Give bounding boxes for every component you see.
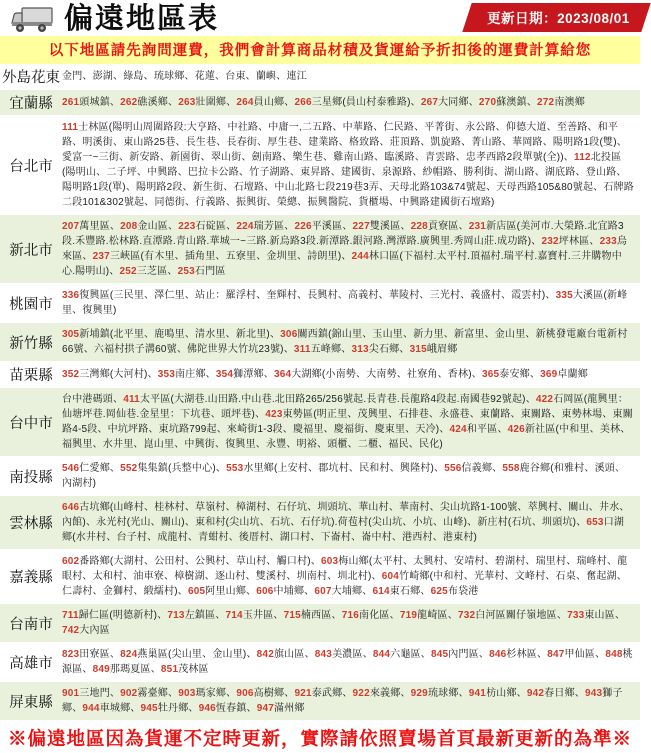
area-number: 824	[120, 649, 138, 660]
area-number: 261	[62, 97, 80, 108]
area-number: 942	[526, 688, 545, 699]
area-name: 南澳鄉	[554, 97, 585, 108]
area-name: 番路鄉(大湖村、公田村、公興村、草山村、觸口村)	[79, 556, 311, 567]
area-number: 364	[273, 369, 292, 380]
region-areas: 台中港碼頭、411太平區(大湖巷.山田路.中山巷.北田路265/256號起.長青巷.長龍路4段起.南國巷92號起)、422石岡區(龍興里：仙塘坪巷.岡仙巷.金星里：下坑巷、頭坪巷)、423東勢區(明正里、茂興里、石排巷、永盛巷、東蘭路、東關路、東勢林場、東關路4-5段、中坑坪路、東坑路799起、來崎街1-3段、慶福里、慶福街、慶東里、天冷)、424和平區、426新社區(中和里、美林、福興里、水井里、崑山里、中興街、復興里、永豐、明裕、頭櫃、二櫃、福民、民化)	[62, 394, 633, 450]
region-label: 雲林縣	[9, 516, 53, 532]
area-number: 306	[280, 329, 298, 340]
area-name: 楠西區	[300, 610, 332, 621]
area-number: 365	[481, 369, 500, 380]
region-areas: 261頭城鎮、262礁溪鄉、263壯圍鄉、264員山鄉、266三星鄉(員山村泰雅路)、267大同鄉、270蘇澳鎮、272南澳鄉	[62, 97, 585, 108]
area-name: 琉球鄉	[153, 71, 185, 82]
table-row	[0, 643, 640, 682]
area-name: 瑪家鄉	[195, 688, 227, 699]
region-areas: 546仁愛鄉、552集集鎮(兵整中心)、553水里鄉(上安村、郡坑村、民和村、興隆村)、556信義鄉、558鹿谷鄉(和雅村、溪頭、內湖村)	[62, 463, 626, 489]
region-label: 台中市	[9, 415, 53, 432]
area-name: 泰安鄉	[499, 369, 530, 380]
region-areas: 111士林區(陽明山周圍路段:大亨路、中社路、中庸一,二五路、中華路、仁民路、平菁街、永公路、仰德大道、至善路、和平路、明溪街、東山路25巷、長生巷、長春街、厚生巷、建業路、格致路、莊頂路、凱旋路、菁山路、華岡路、陽明路1段(雙)、愛富一~三街、新安路、新園街、翠山街、劍南路、樂生巷、雞南山路、臨溪路、青雲路、忠孝西路2段單號(全))、112北投區(陽明山、二子坪、中興路、巴拉卡公路、竹子湖路、東昇路、建國街、泉源路、紗帽路、勝利街、湖山路、湖底路、登山路、陽明路1段(單)、陽明路2段、新生街、石壇路、中山北路七段219巷3弄、天母北路103&74號起、天母西路105&80號起、石牌路二段101&302號起、同德街、行義路、振興街、榮總、振興醫院、貨櫃場、中興路建國街石壇路)	[62, 122, 634, 208]
area-name: 石門區	[194, 266, 226, 277]
table-row	[0, 362, 640, 388]
area-name: 蘇澳鎮	[496, 97, 527, 108]
area-number: 272	[537, 97, 555, 108]
area-name: 阿里山鄉	[205, 586, 247, 597]
area-number: 226	[294, 221, 312, 232]
area-number: 848	[605, 649, 623, 660]
area-number: 315	[409, 344, 427, 355]
area-name: 尖石鄉	[368, 344, 400, 355]
region-areas: 207萬里區、208金山區、223石碇區、224瑞芳區、226平溪區、227雙溪區、228貢寮區、231新店區(美河市.大榮路.北宜路3段.禾豐路.松林路.直潭路.青山路.華城一~三路.新烏路3段.新潭路.銀河路.灣潭路.廣興里.秀岡山莊.成功路)、232坪林區、233烏來區、237三峽區(有木里、插角里、五寮里、金圳里、詩朗里)、244林口區(下福村.太平村.頂福村.瑞平村.嘉寶村.三井購物中心.陽明山)、252三芝區、253石門區	[62, 221, 628, 277]
area-name: 大埔鄉	[331, 586, 363, 597]
region-areas: 823田寮區、824燕巢區(尖山里、金山里)、842旗山區、843美濃區、844六龜區、845內門區、846杉林區、847甲仙區、848桃源區、849那瑪夏區、851茂林區	[62, 649, 633, 675]
area-name: 大湖鄉(小南勢、大南勢、社寮角、香林)	[291, 369, 472, 380]
area-number: 253	[177, 266, 195, 277]
table-row	[0, 64, 640, 90]
area-number: 713	[167, 610, 185, 621]
area-number: 941	[468, 688, 487, 699]
update-date-badge	[463, 3, 651, 32]
area-name: 那瑪夏區	[109, 664, 151, 675]
area-number: 946	[198, 703, 216, 714]
area-number: 111	[62, 122, 79, 133]
area-number: 742	[62, 625, 80, 636]
area-name: 鹿谷鄉(和雅村、溪頭、內湖村)	[62, 463, 626, 489]
table-row	[0, 284, 640, 323]
area-name: 滿州鄉	[274, 703, 305, 714]
area-name: 永光村(光山、關山)	[96, 517, 185, 528]
area-name: 霧臺鄉	[137, 688, 169, 699]
area-name: 桃源區	[62, 649, 633, 675]
area-name: 蘭嶼	[255, 71, 277, 82]
area-number: 922	[352, 688, 370, 699]
area-number: 715	[283, 610, 301, 621]
area-number: 849	[92, 664, 110, 675]
area-number: 208	[120, 221, 138, 232]
area-number: 264	[236, 97, 254, 108]
area-number: 847	[547, 649, 565, 660]
area-name: 綠島	[123, 71, 144, 82]
table-row	[0, 116, 640, 215]
area-number: 335	[555, 290, 573, 301]
region-label: 台南市	[9, 616, 53, 633]
area-number: 851	[160, 664, 179, 675]
area-name: 頭城鎮	[79, 97, 110, 108]
region-label: 桃園市	[9, 296, 53, 313]
area-number: 921	[294, 688, 312, 699]
area-number: 423	[265, 409, 283, 420]
area-number: 266	[294, 97, 312, 108]
area-name: 石岡區(龍興里：仙塘坪巷.岡仙巷.金星里：下坑巷、頭坪巷)	[62, 394, 629, 420]
area-number: 336	[62, 290, 80, 301]
area-name: 太平區(大湖巷.山田路.中山巷.北田路265/256號起.長青巷.長龍路4段起.南國巷92號起)	[139, 394, 526, 405]
region-label: 苗栗縣	[9, 368, 53, 384]
region-label: 屏東縣	[9, 694, 53, 711]
area-number: 237	[92, 251, 110, 262]
area-name: 東勢區(明正里、茂興里、石排巷、永盛巷、東蘭路、東關路、東勢林場、東關路4-5段、中坑坪路、東坑路799起、來崎街1-3段、慶福里、慶福街、慶東里、天冷)	[62, 409, 633, 435]
area-name: 新店區(美河市.大榮路.北宜路3段.禾豐路.松林路.直潭路.青山路.華城一~三路.新烏路3段.新潭路.銀河路.灣潭路.廣興里.秀岡山莊.成功路)	[62, 221, 624, 247]
footer	[0, 721, 640, 753]
area-number: 711	[62, 610, 79, 621]
area-number: 943	[584, 688, 603, 699]
area-number: 846	[489, 649, 507, 660]
area-name: 金門	[62, 71, 83, 82]
area-name: 南庄鄉	[175, 369, 206, 380]
area-name: 仁愛鄉	[79, 463, 110, 474]
region-table	[0, 64, 640, 721]
area-number: 558	[502, 463, 520, 474]
area-name: 大內區	[79, 625, 110, 636]
area-number: 733	[567, 610, 585, 621]
table-row	[0, 388, 640, 457]
area-name: 信義鄉	[461, 463, 493, 474]
shipping-notice-text: 以下地區請先詢問運費，我們會計算商品材積及貨運給予折扣後的運費計算給您	[48, 43, 592, 59]
table-row	[0, 90, 640, 116]
region-label: 新竹縣	[9, 335, 53, 352]
area-name: 春日鄉	[544, 688, 575, 699]
area-name: 新社區(中和里、美林、福興里、水井里、崑山里、中興街、復興里、永豐、明裕、頭櫃、二櫃、福民、民化)	[62, 424, 631, 450]
area-name: 雙溪區	[369, 221, 401, 232]
region-areas: 305新埔鎮(北平里、鹿鳴里、清水里、新北里)、306關西鎮(錦山里、玉山里、新力里、新富里、金山里、新桃發電廠台電新村66號、六福村拱子溝60號、佛陀世界大竹坑23號)、311五峰鄉、313尖石鄉、315峨眉鄉	[62, 329, 628, 355]
area-number: 224	[236, 221, 254, 232]
area-number: 353	[157, 369, 176, 380]
area-number: 614	[372, 586, 390, 597]
region-areas: 金門、澎湖、綠島、琉球鄉、花蓮、台東、蘭嶼、連江	[62, 71, 307, 82]
area-name: 大同鄉	[438, 97, 469, 108]
area-name: 三峽區(有木里、插角里、五寮里、金圳里、詩朗里)	[109, 251, 342, 262]
area-number: 354	[215, 369, 234, 380]
area-number: 232	[541, 236, 559, 247]
table-row	[0, 457, 640, 496]
area-name: 內門區	[448, 649, 479, 660]
area-number: 603	[320, 556, 339, 567]
area-name: 台東	[225, 71, 246, 82]
area-name: 歸仁區(明德新村)	[78, 610, 158, 621]
area-number: 262	[120, 97, 138, 108]
region-areas: 336復興區(三民里、澤仁里、站止：羅浮村、奎輝村、長興村、高義村、華陵村、三光村、義盛村、霞雲村)、335大溪區(新峰里、復興里)	[62, 290, 628, 316]
region-areas: 602番路鄉(大湖村、公田村、公興村、草山村、觸口村)、603梅山鄉(太平村、太興村、安靖村、碧湖村、瑞里村、瑞峰村、龍眼村、太和村、油車寮、樟樹湖、逐山村、雙溪村、圳南村、圳北村)、604竹崎鄉(中和村、光華村、文峰村、石桌、奮起湖、仁壽村、金獅村、緞繻村)、605阿里山鄉、606中埔鄉、607大埔鄉、614東石鄉、625布袋港	[62, 556, 628, 597]
region-label: 台北市	[9, 158, 53, 175]
region-areas: 352三灣鄉(大河村)、353南庄鄉、354獅潭鄉、364大湖鄉(小南勢、大南勢、社寮角、香林)、365泰安鄉、369卓蘭鄉	[62, 369, 588, 380]
area-name: 杉林區	[506, 649, 538, 660]
area-name: 澎湖	[92, 71, 114, 82]
area-name: 新庄村(石坑、圳頭坑)	[477, 517, 577, 528]
area-name: 三地門	[79, 688, 110, 699]
area-name: 關西鎮(錦山里、玉山里、新力里、新富里、金山里、新桃發電廠台電新村66號、六福村拱子溝60號、佛陀世界大竹坑23號)	[62, 329, 628, 355]
area-number: 233	[599, 236, 617, 247]
table-row	[0, 496, 640, 550]
area-name: 燕巢區(尖山里、金山里)	[137, 649, 247, 660]
table-row	[0, 682, 640, 721]
area-name: 萬里區	[79, 221, 110, 232]
area-number: 823	[62, 649, 80, 660]
area-number: 552	[120, 463, 138, 474]
area-name: 旗山區	[273, 649, 305, 660]
area-number: 944	[82, 703, 100, 714]
area-name: 甲仙區	[564, 649, 596, 660]
area-name: 恆春鎮	[215, 703, 247, 714]
area-number: 227	[352, 221, 370, 232]
area-name: 壯圍鄉	[195, 97, 227, 108]
area-number: 267	[420, 97, 439, 108]
area-name: 和平區	[466, 424, 498, 435]
area-name: 東山區	[584, 610, 615, 621]
area-name: 礁溪鄉	[137, 97, 169, 108]
area-number: 605	[187, 586, 206, 597]
area-name: 北投區(陽明山、二子坪、中興路、巴拉卡公路、竹子湖路、東昇路、建國街、泉源路、紗帽路、勝利街、湖山路、湖底路、登山路、陽明路1段(單)、陽明路2段、新生街、石壇路、中山北路七段219巷3弄、天母北路103&74號起、天母西路105&80號起、石牌路二段101&302號起、同德街、行義路、振興街、榮總、振興醫院、貨櫃場、中興路建國街石壇路)	[62, 152, 634, 208]
area-name: 三灣鄉(大河村)	[79, 369, 148, 380]
region-label: 高雄市	[9, 655, 53, 672]
area-number: 732	[457, 610, 476, 621]
shipping-notice-banner	[0, 36, 640, 64]
area-number: 352	[62, 369, 80, 380]
area-name: 花蓮	[194, 71, 216, 82]
area-name: 口湖鄉(水井村、台子村、成龍村、青蚶村、後厝村、湖口村、下崙村、崙中村、港西村、港東村)	[62, 517, 625, 543]
region-areas: 711歸仁區(明德新村)、713左鎮區、714玉井區、715楠西區、716南化區、719龍崎區、732白河區關仔嶺地區、733東山區、742大內區	[62, 610, 626, 636]
area-number: 902	[120, 688, 138, 699]
region-label: 南投縣	[9, 469, 53, 486]
area-name: 牡丹鄉	[157, 703, 189, 714]
area-name: 來義鄉	[369, 688, 401, 699]
area-number: 653	[586, 517, 604, 528]
area-name: 金山區	[137, 221, 169, 232]
area-number: 606	[256, 586, 274, 597]
area-number: 607	[314, 586, 332, 597]
table-row	[0, 215, 640, 284]
area-name: 坪林區	[558, 236, 590, 247]
area-number: 716	[341, 610, 360, 621]
area-number: 556	[444, 463, 462, 474]
table-row	[0, 604, 640, 643]
area-number: 112	[574, 152, 591, 163]
area-number: 311	[293, 344, 311, 355]
area-name: 大溪區(新峰里、復興里)	[62, 290, 628, 316]
area-name: 瑞芳區	[253, 221, 285, 232]
area-name: 獅子鄉	[62, 688, 623, 714]
area-name: 平溪區	[311, 221, 343, 232]
area-number: 422	[535, 394, 554, 405]
area-name: 石碇區	[195, 221, 227, 232]
area-name: 士林區(陽明山周圍路段:大亨路、中社路、中庸一,二五路、中華路、仁民路、平菁街、永公路、仰德大道、至善路、和平路、明溪街、東山路25巷、長生巷、長春街、厚生巷、建業路、格致路、莊頂路、凱旋路、菁山路、華岡路、陽明路1段(雙)、愛富一~三街、新安路、新園街、翠山街、劍南路、樂生巷、雞南山路、臨溪路、青雲路、忠孝西路2段單號(全))	[62, 122, 627, 163]
area-name: 復興區(三民里、澤仁里、站止：羅浮村、奎輝村、長興村、高義村、華陵村、三光村、義盛村、霞雲村)	[79, 290, 546, 301]
region-label: 宜蘭縣	[9, 96, 53, 112]
area-name: 左鎮區	[184, 610, 216, 621]
area-number: 553	[226, 463, 244, 474]
area-name: 泰武鄉	[311, 688, 343, 699]
area-number: 313	[351, 344, 369, 355]
area-number: 901	[62, 688, 80, 699]
area-name: 員山鄉	[253, 97, 285, 108]
area-number: 244	[351, 251, 369, 262]
area-number: 252	[119, 266, 137, 277]
area-name: 台中港碼頭	[62, 394, 113, 405]
area-number: 263	[178, 97, 196, 108]
area-name: 水里鄉(上安村、郡坑村、民和村、興隆村)	[243, 463, 435, 474]
area-number: 369	[540, 369, 558, 380]
area-name: 連江	[286, 71, 307, 82]
area-number: 231	[468, 221, 487, 232]
area-number: 714	[225, 610, 243, 621]
area-name: 六龜區	[390, 649, 421, 660]
area-number: 903	[178, 688, 196, 699]
area-name: 南化區	[359, 610, 390, 621]
area-name: 田寮區	[79, 649, 110, 660]
area-number: 719	[399, 610, 418, 621]
region-label: 新北市	[9, 242, 53, 259]
area-name: 貢寮區	[427, 221, 459, 232]
region-areas: 901三地門、902霧臺鄉、903瑪家鄉、906高樹鄉、921泰武鄉、922來義鄉、929琉球鄉、941枋山鄉、942春日鄉、943獅子鄉、944車城鄉、945牡丹鄉、946恆春鎮、947滿州鄉	[62, 688, 623, 714]
area-number: 426	[507, 424, 525, 435]
area-name: 五峰鄉	[310, 344, 342, 355]
area-number: 945	[140, 703, 158, 714]
area-name: 峨眉鄉	[426, 344, 458, 355]
area-number: 207	[62, 221, 80, 232]
area-number: 646	[62, 502, 80, 513]
area-number: 929	[410, 688, 428, 699]
area-name: 集集鎮(兵整中心)	[137, 463, 216, 474]
region-areas: 646古坑鄉(山峰村、桂林村、草嶺村、樟湖村、石仔坑、圳頭坑、華山村、華南村、尖山坑路1-100號、萃興村、關山、井水、內館)、永光村(光山、關山)、東和村(尖山坑、石坑、石仔坑).荷苞村(尖山坑、小坑、山峰)、新庄村(石坑、圳頭坑)、653口湖鄉(水井村、台子村、成龍村、青蚶村、後厝村、湖口村、下崙村、崙中村、港西村、港東村)	[62, 502, 630, 543]
area-name: 玉井區	[242, 610, 274, 621]
area-number: 845	[431, 649, 449, 660]
footer-note: ※偏遠地區因為貨運不定時更新，實際請依照賣場首頁最新更新的為準※	[7, 728, 632, 749]
table-row	[0, 323, 640, 362]
area-number: 843	[314, 649, 333, 660]
area-name: 新埔鎮(北平里、鹿鳴里、清水里、新北里)	[79, 329, 270, 340]
area-name: 美濃區	[332, 649, 363, 660]
area-number: 844	[372, 649, 391, 660]
area-number: 228	[410, 221, 428, 232]
area-number: 223	[178, 221, 196, 232]
region-label: 外島花東	[2, 70, 60, 86]
area-number: 305	[62, 329, 80, 340]
area-name: 東石鄉	[389, 586, 421, 597]
area-name: 琉球鄉	[427, 688, 459, 699]
area-name: 布袋港	[447, 586, 479, 597]
area-name: 竹崎鄉(中和村、光華村、文峰村、石桌、奮起湖、仁壽村、金獅村、緞繻村)	[62, 571, 627, 597]
area-name: 三芝區	[136, 266, 168, 277]
area-number: 842	[256, 649, 274, 660]
region-label: 嘉義縣	[9, 570, 53, 586]
area-number: 906	[236, 688, 254, 699]
area-name: 林口區(下福村.太平村.頂福村.瑞平村.嘉寶村.三井購物中心.陽明山)	[62, 251, 622, 277]
area-name: 三星鄉(員山村泰雅路)	[311, 97, 411, 108]
area-number: 270	[478, 97, 497, 108]
table-row	[0, 550, 640, 604]
area-name: 梅山鄉(太平村、太興村、安靖村、碧湖村、瑞里村、瑞峰村、龍眼村、太和村、油車寮、樟樹湖、逐山村、雙溪村、圳南村、圳北村)	[62, 556, 628, 582]
area-number: 625	[430, 586, 448, 597]
area-name: 獅潭鄉	[233, 369, 264, 380]
header	[0, 0, 640, 36]
area-name: 古坑鄉(山峰村、桂林村、草嶺村、樟湖村、石仔坑、圳頭坑、華山村、華南村、尖山坑路1-100號、萃興村、關山、井水、內館)	[62, 502, 630, 528]
update-date-text: 更新日期：2023/08/01	[487, 11, 631, 26]
area-name: 枋山鄉	[486, 688, 517, 699]
area-name: 白河區關仔嶺地區	[475, 610, 557, 621]
area-name: 高樹鄉	[253, 688, 285, 699]
area-number: 602	[62, 556, 80, 567]
area-name: 車城鄉	[99, 703, 131, 714]
area-number: 424	[449, 424, 467, 435]
area-name: 烏來區	[62, 236, 628, 262]
area-name: 龍崎區	[417, 610, 448, 621]
page-title: 偏遠地區表	[64, 3, 220, 35]
area-name: 中埔鄉	[273, 586, 305, 597]
truck-icon	[10, 6, 56, 34]
area-number: 411	[123, 394, 140, 405]
area-number: 947	[256, 703, 275, 714]
area-number: 546	[62, 463, 80, 474]
area-name: 東和村(尖山坑、石坑、石仔坑).荷苞村(尖山坑、小坑、山峰)	[195, 517, 468, 528]
area-number: 604	[381, 571, 400, 582]
area-name: 茂林區	[178, 664, 209, 675]
area-name: 卓蘭鄉	[557, 369, 588, 380]
